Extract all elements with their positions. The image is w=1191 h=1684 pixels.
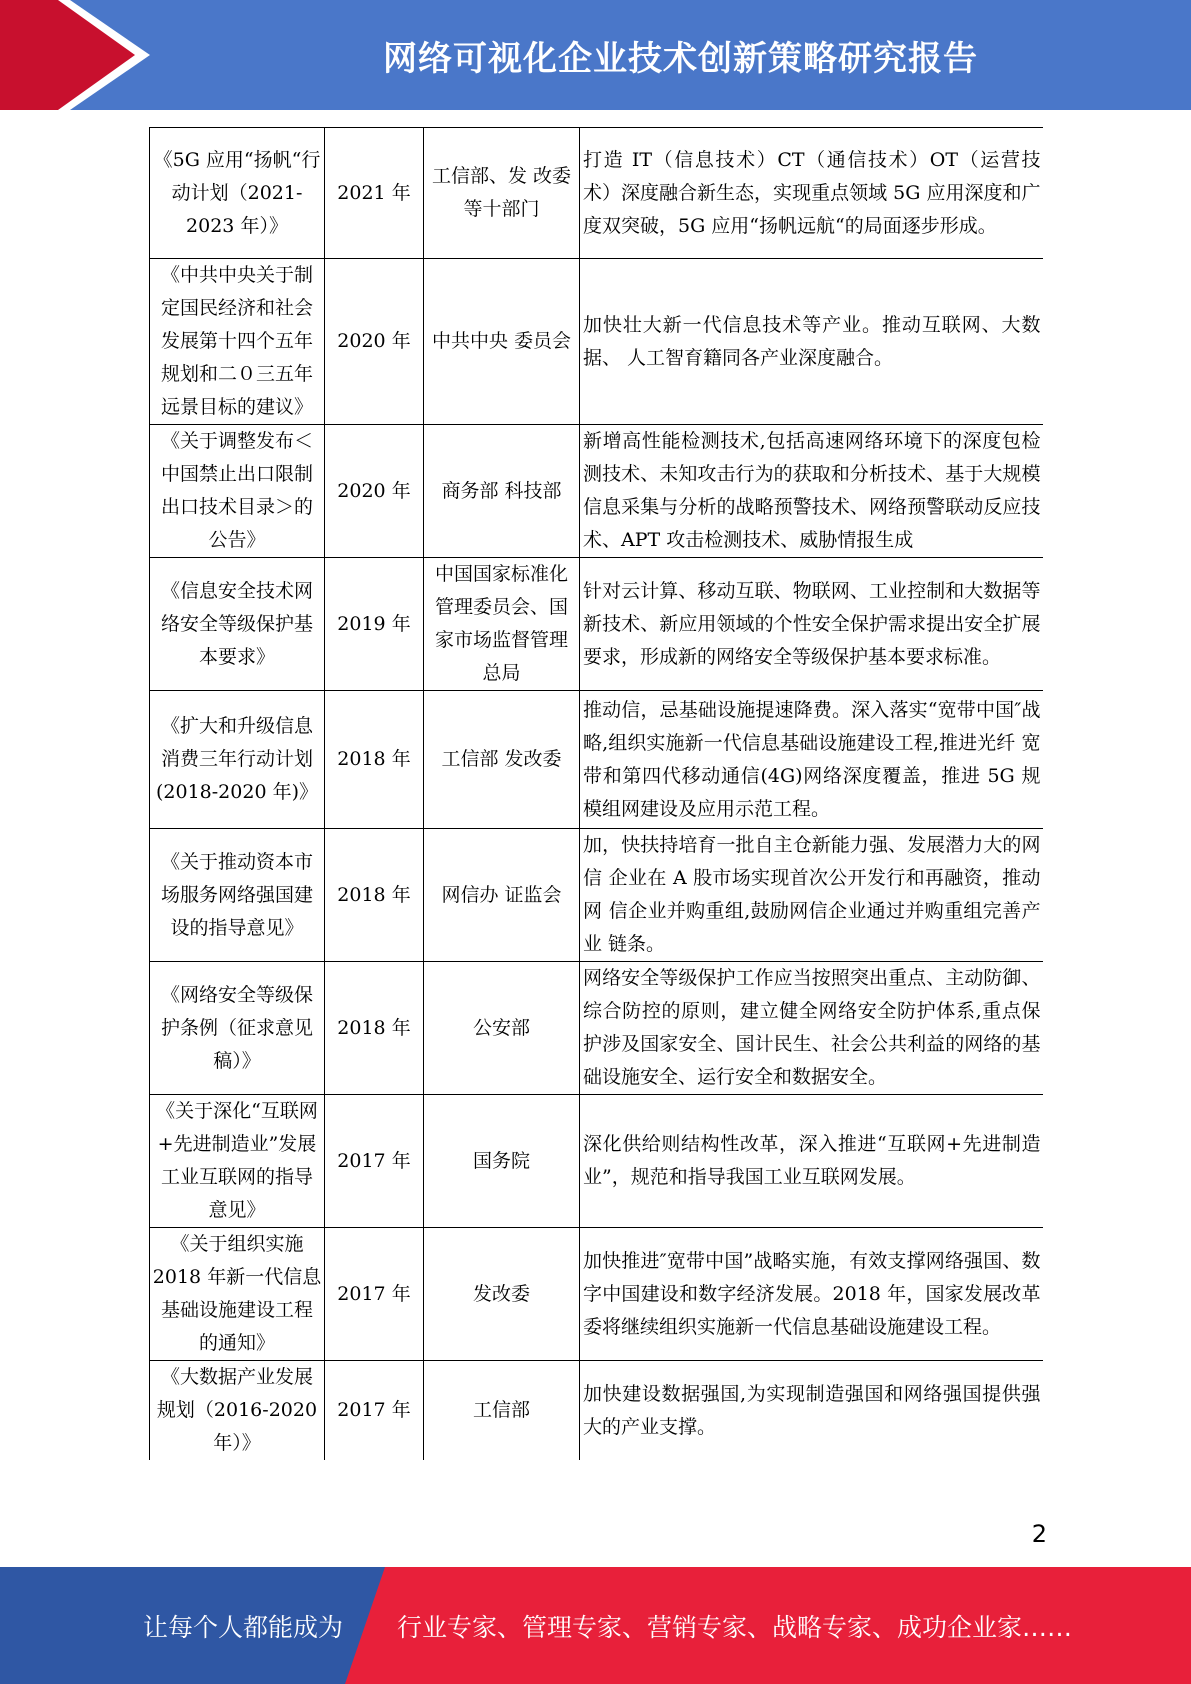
description-cell: 加快推进″宽带中国”战略实施，有效支撑网络强国、数字中国建设和数字经济发展。2018 年，国家发展改革委将继续组织实施新一代信息基础设施建设工程。 (580, 1228, 1043, 1361)
description-cell: 加，快扶持培育一批自主仓新能力强、发展潜力大的网信 企业在 A 股市场实现首次公开发行和再融资，推动网 信企业并购重组,鼓励网信企业通过并购重组完善产业 链条。 (580, 829, 1043, 962)
policy-name-cell: 《大数据产业发展规划（2016-2020 年）》 (150, 1361, 325, 1461)
header-arrow-decoration (0, 0, 160, 110)
policy-name-cell: 《扩大和升级信息消费三年行动计划(2018-2020 年)》 (150, 691, 325, 829)
department-cell: 商务部 科技部 (424, 425, 580, 558)
year-cell: 2021 年 (325, 128, 424, 259)
department-cell: 发改委 (424, 1228, 580, 1361)
year-cell: 2017 年 (325, 1228, 424, 1361)
policy-name-cell: 《关于深化“互联网+先进制造业”发展工业互联网的指导意见》 (150, 1095, 325, 1228)
page-number: 2 (1031, 1520, 1047, 1548)
description-cell: 加快建设数据强国,为实现制造强国和网络强国提供强 大的产业支撑。 (580, 1361, 1043, 1461)
table-row (150, 1361, 1043, 1461)
department-cell: 工信部、发 改委等十部门 (424, 128, 580, 259)
year-cell: 2020 年 (325, 425, 424, 558)
department-cell: 国务院 (424, 1095, 580, 1228)
footer-slogan-left: 让每个人都能成为 (143, 1612, 344, 1642)
policy-name-cell: 《5G 应用“扬帆“行动计划（2021-2023 年）》 (150, 128, 325, 259)
department-cell: 公安部 (424, 962, 580, 1095)
policy-table (149, 127, 1042, 1460)
table-row (150, 259, 1043, 425)
department-cell: 网信办 证监会 (424, 829, 580, 962)
table-row (150, 1095, 1043, 1228)
policy-name-cell: 《网络安全等级保护条例（征求意见稿）》 (150, 962, 325, 1095)
year-cell: 2017 年 (325, 1095, 424, 1228)
policy-name-cell: 《中共中央关于制定国民经济和社会发展第十四个五年规划和二０三五年远景目标的建议》 (150, 259, 325, 425)
year-cell: 2018 年 (325, 691, 424, 829)
description-cell: 推动信，忌基础设施提速降费。深入落实“宽带中国″战 略,组织实施新一代信息基础设施建设工程,推进光纤 宽带和第四代移动通信(4G)网络深度覆盖，推进 5G 规模组网建设及应用示范工程。 (580, 691, 1043, 829)
description-cell: 深化供给则结构性改革，深入推进“互联网+先进制造 业”，规范和指导我国工业互联网发展。 (580, 1095, 1043, 1228)
year-cell: 2020 年 (325, 259, 424, 425)
year-cell: 2017 年 (325, 1361, 424, 1461)
table-row (150, 425, 1043, 558)
department-cell: 中共中央 委员会 (424, 259, 580, 425)
policy-name-cell: 《信息安全技术网络安全等级保护基本要求》 (150, 558, 325, 691)
description-cell: 网络安全等级保护工作应当按照突出重点、主动防御、 综合防控的原则，建立健全网络安全防护体系,重点保 护涉及国家安全、国计民生、社会公共利益的网络的基 础设施安全、运行安全和数据安全。 (580, 962, 1043, 1095)
table-row (150, 558, 1043, 691)
table-row (150, 1228, 1043, 1361)
table-row (150, 962, 1043, 1095)
footer-slogan-right: 行业专家、管理专家、营销专家、战略专家、成功企业家…… (397, 1612, 1073, 1642)
department-cell: 工信部 (424, 1361, 580, 1461)
table-row (150, 691, 1043, 829)
department-cell: 中国国家标准化管理委员会、国家市场监督管理总局 (424, 558, 580, 691)
year-cell: 2019 年 (325, 558, 424, 691)
description-cell: 加快壮大新一代信息技术等产业。推动互联网、大数据、 人工智育籍同各产业深度融合。 (580, 259, 1043, 425)
year-cell: 2018 年 (325, 962, 424, 1095)
description-cell: 新增高性能检测技术,包括高速网络环境下的深度包检 测技术、未知攻击行为的获取和分析技术、基于大规模 信息采集与分析的战略预警技术、网络预警联动反应技 术、APT 攻击检测技术、威胁情报生成 (580, 425, 1043, 558)
page-footer (0, 1567, 1191, 1684)
year-cell: 2018 年 (325, 829, 424, 962)
description-cell: 打造 IT（信息技术）CT（通信技术）OT（运营技 术）深度融合新生态，实现重点领域 5G 应用深度和广 度双突破，5G 应用“扬帆远航“的局面逐步形成。 (580, 128, 1043, 259)
policy-name-cell: 《关于组织实施 2018 年新一代信息基础设施建设工程的通知》 (150, 1228, 325, 1361)
policy-name-cell: 《关于推动资本市场服务网络强国建设的指导意见》 (150, 829, 325, 962)
table-row (150, 829, 1043, 962)
table-row (150, 128, 1043, 259)
policy-name-cell: 《关于调整发布＜中国禁止出口限制出口技术目录＞的公告》 (150, 425, 325, 558)
department-cell: 工信部 发改委 (424, 691, 580, 829)
page-header (0, 0, 1191, 110)
description-cell: 针对云计算、移动互联、物联网、工业控制和大数据等 新技术、新应用领域的个性安全保护需求提出安全扩展 要求，形成新的网络安全等级保护基本要求标准。 (580, 558, 1043, 691)
report-title: 网络可视化企业技术创新策略研究报告 (383, 38, 978, 79)
